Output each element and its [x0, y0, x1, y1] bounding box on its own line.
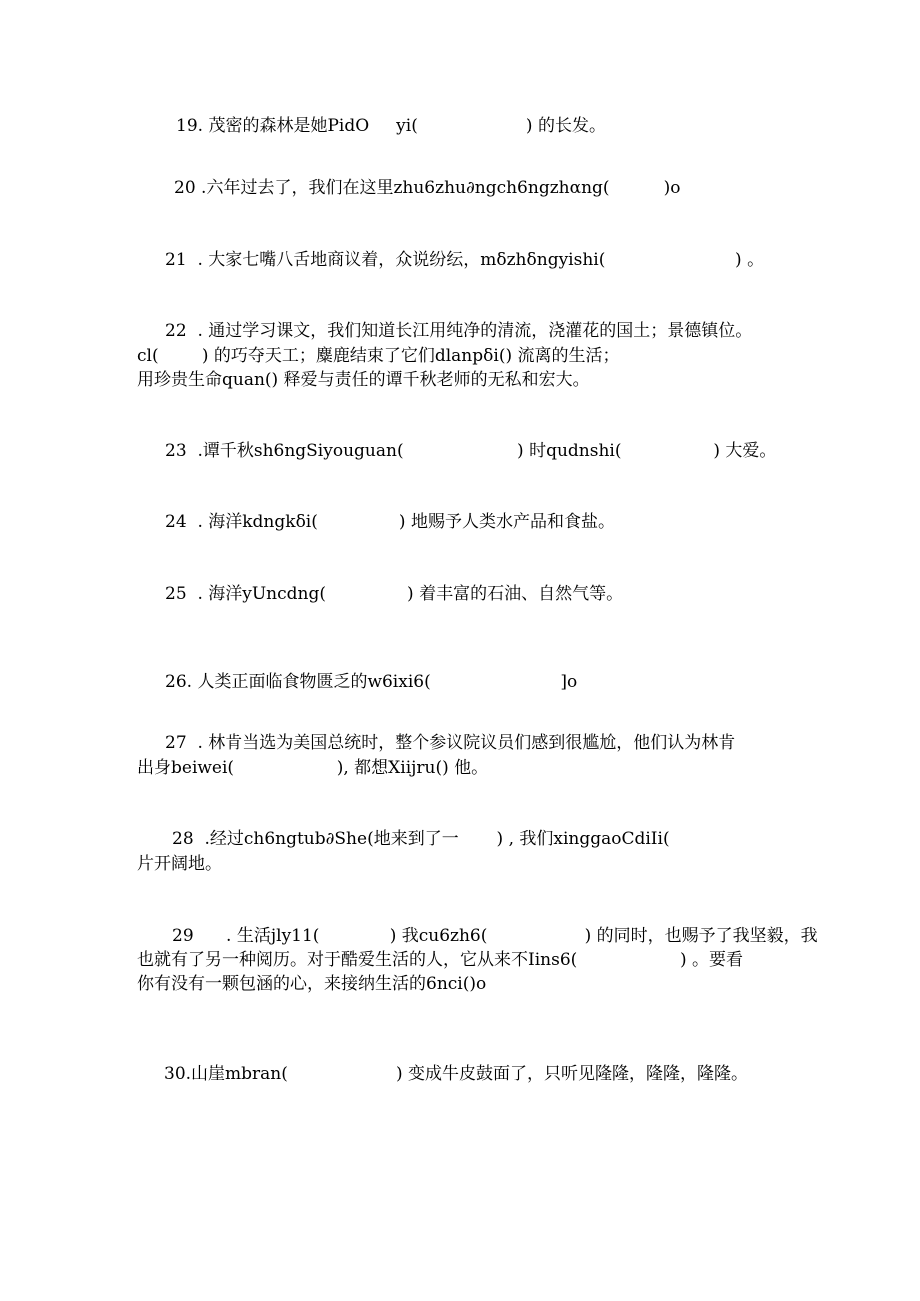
question-28-line-1: 28 .经过ch6ngtub∂She(地来到了一 ) , 我们xinggaoCdiIi(: [172, 829, 670, 849]
question-26-line-1: 26. 人类正面临食物匮乏的w6ixi6( ]o: [165, 672, 578, 692]
question-22-line-2: cl( ) 的巧夺天工；麋鹿结束了它们dlanpδi() 流离的生活；: [137, 346, 620, 366]
question-24-line-1: 24 . 海洋kdngkδi( ) 地赐予人类水产品和食盐。: [165, 512, 615, 532]
question-27-line-1: 27 . 林肯当选为美国总统时，整个参议院议员们感到很尴尬，他们认为林肯: [165, 733, 736, 753]
question-28-line-2: 片开阔地。: [137, 854, 222, 874]
question-27-line-2: 出身beiwei( ), 都想Xiijru() 他。: [137, 758, 489, 778]
question-22-line-1: 22 . 通过学习课文，我们知道长江用纯净的清流，浇灌花的国土；景德镇位。: [165, 321, 753, 341]
question-29-line-2: 也就有了另一种阅历。对于酷爱生活的人，它从来不Iins6( ) 。要看: [137, 950, 743, 970]
question-20-line-1: 20 .六年过去了，我们在这里zhu6zhu∂ngch6ngzhαng( )o: [174, 178, 681, 198]
question-21-line-1: 21 . 大家七嘴八舌地商议着，众说纷纭，mδzhδngyishi( ) 。: [165, 250, 765, 270]
question-29-line-1: 29 . 生活jly11( ) 我cu6zh6( ) 的同时，也赐予了我坚毅，我: [172, 926, 818, 946]
question-30-line-1: 30.山崖mbran( ) 变成牛皮鼓面了，只听见隆隆，隆隆，隆隆。: [164, 1064, 748, 1084]
question-23-line-1: 23 .谭千秋sh6ngSiyouguan( ) 时qudnshi( ) 大爱。: [165, 441, 777, 461]
question-25-line-1: 25 . 海洋yUncdng( ) 着丰富的石油、自然气等。: [165, 584, 624, 604]
question-29-line-3: 你有没有一颗包涵的心，来接纳生活的6nci()o: [137, 974, 487, 994]
question-22-line-3: 用珍贵生命quan() 释爱与责任的谭千秋老师的无私和宏大。: [137, 370, 590, 390]
question-19-line-1: 19. 茂密的森林是她PidO yi( ) 的长发。: [176, 116, 606, 136]
